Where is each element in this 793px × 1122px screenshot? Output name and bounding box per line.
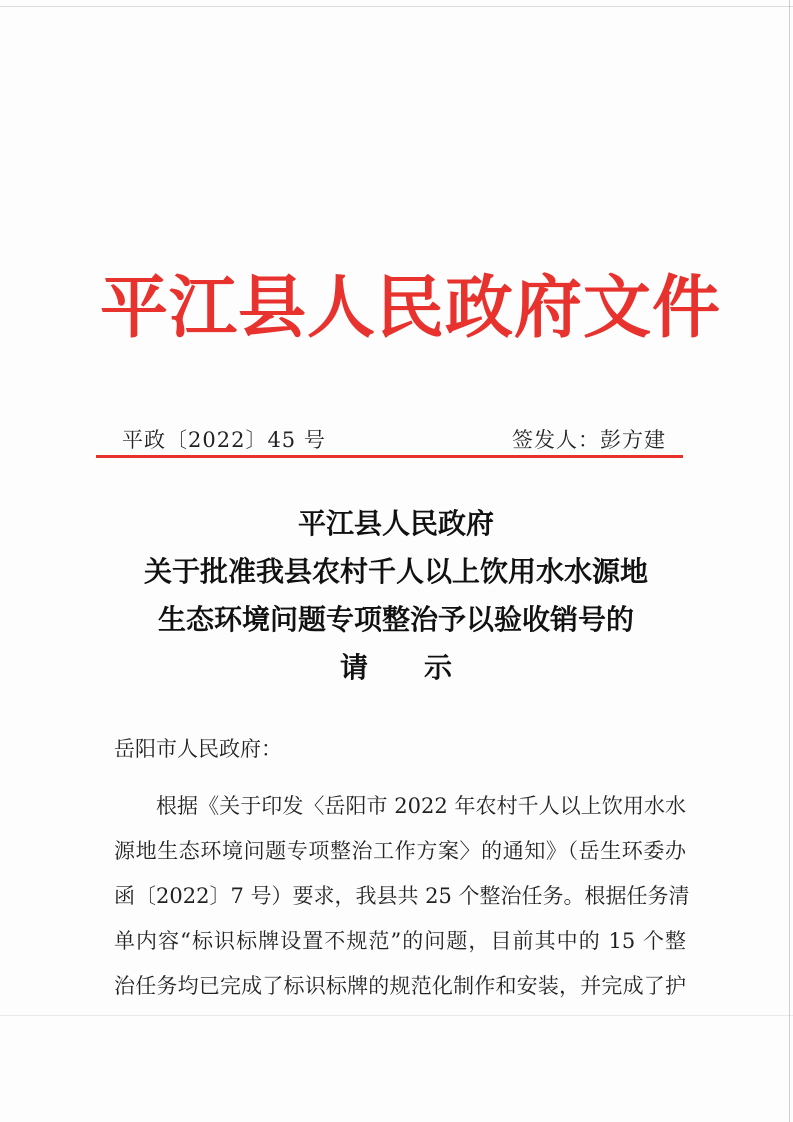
body-line-2: 源地生态环境问题专项整治工作方案〉的通知》（岳生环委办	[114, 839, 686, 863]
document-number: 平政〔2022〕45 号	[122, 428, 326, 452]
body-line-3: 函〔2022〕7 号）要求，我县共 25 个整治任务。根据任务清	[114, 884, 690, 908]
body-line-1: 根据《关于印发〈岳阳市 2022 年农村千人以上饮用水水	[156, 794, 686, 818]
red-separator-rule	[96, 455, 683, 458]
title-line-4: 请示	[339, 651, 508, 684]
signer-label: 签发人：彭方建	[512, 428, 666, 452]
salutation: 岳阳市人民政府：	[114, 737, 282, 761]
scan-edge-top	[0, 6, 793, 7]
scan-edge-bottom	[0, 1015, 793, 1016]
title-line-1: 平江县人民政府	[297, 507, 494, 540]
scan-edge-right	[789, 0, 790, 1122]
body-line-5: 治任务均已完成了标识标牌的规范化制作和安装，并完成了护	[114, 974, 686, 998]
document-masthead: 平江县人民政府文件	[100, 268, 722, 348]
document-title	[96, 500, 696, 692]
body-line-4: 单内容“标识标牌设置不规范”的问题，目前其中的 15 个整	[114, 929, 686, 953]
title-line-3: 生态环境问题专项整治予以验收销号的	[157, 603, 634, 636]
title-line-2: 关于批准我县农村千人以上饮用水水源地	[143, 555, 648, 588]
body-paragraph	[114, 784, 690, 1009]
